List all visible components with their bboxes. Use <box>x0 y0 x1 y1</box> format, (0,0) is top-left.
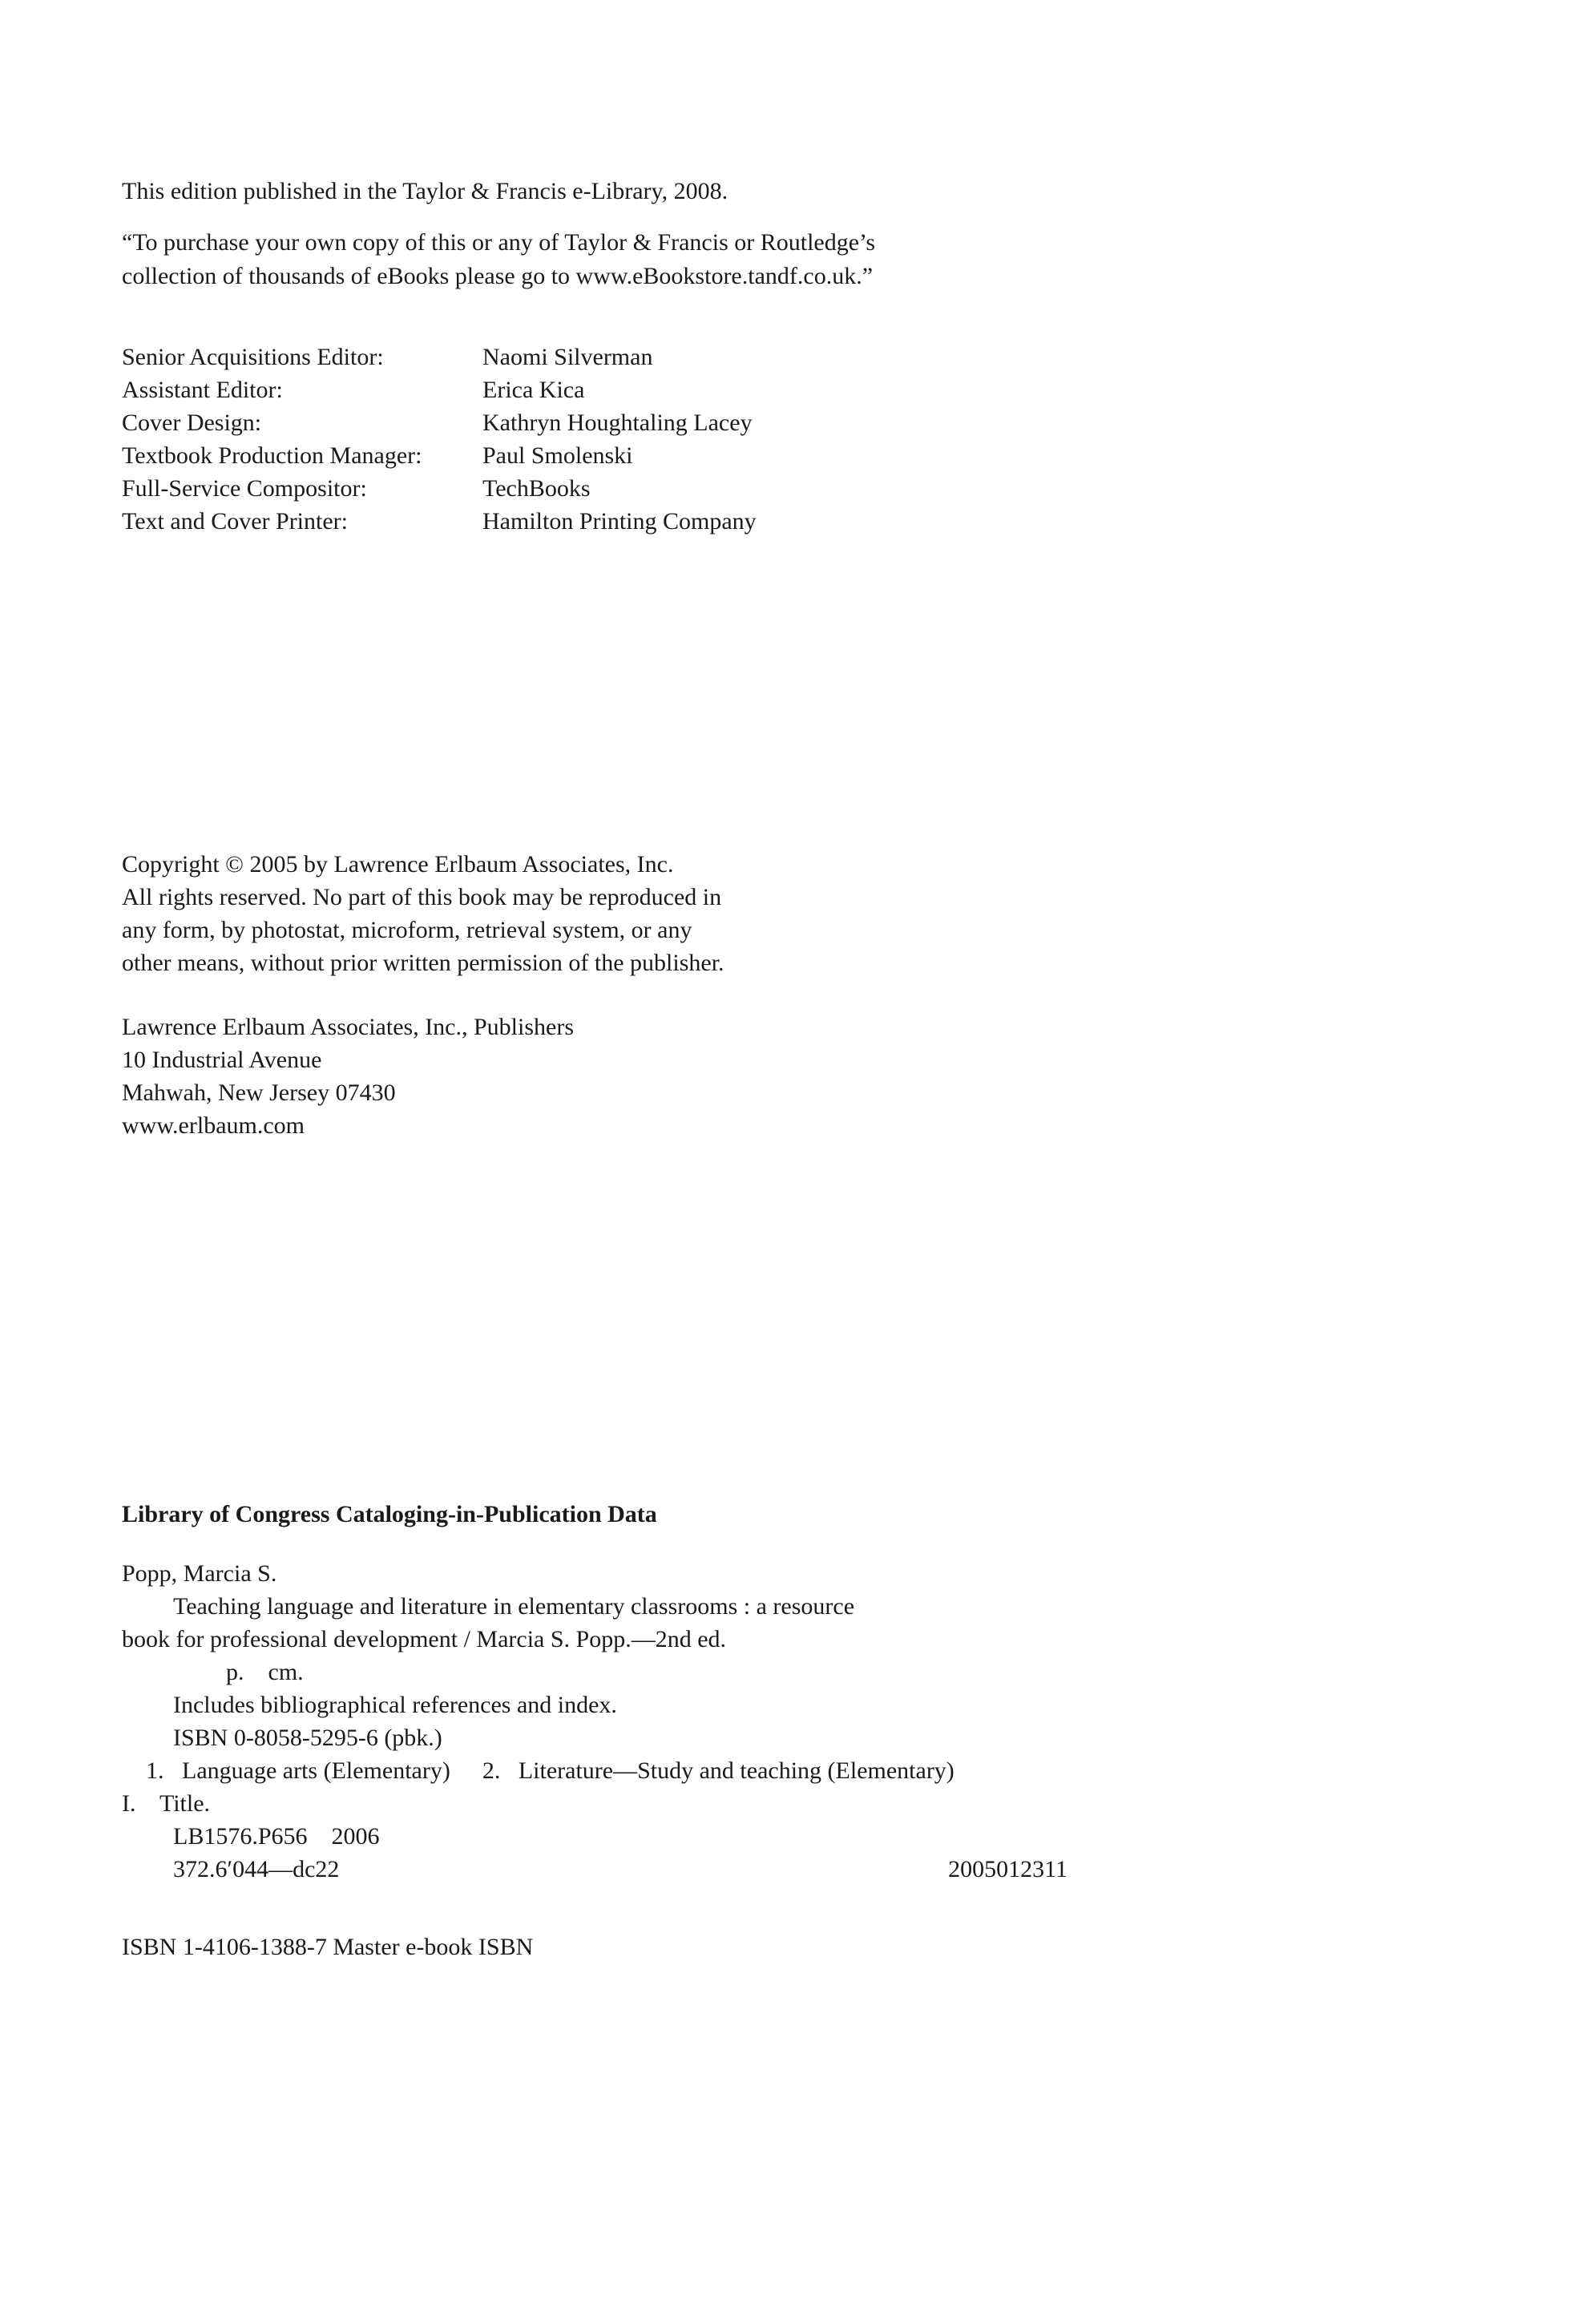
cip-dewey: 372.6′044—dc22 <box>173 1856 340 1882</box>
cip-subject-2: 2. Literature—Study and teaching (Elementary) <box>482 1757 954 1784</box>
purchase-notice-line-2: collection of thousands of eBooks please go to www.eBookstore.tandf.co.uk.” <box>122 263 874 289</box>
cip-data <box>122 1498 1067 1886</box>
credit-role: Senior Acquisitions Editor: <box>122 344 384 370</box>
credit-row <box>122 341 757 373</box>
credit-name: Hamilton Printing Company <box>482 508 757 535</box>
credit-row <box>122 373 757 406</box>
credit-role: Cover Design: <box>122 410 262 436</box>
edition-published: This edition published in the Taylor & Francis e-Library, 2008. <box>122 178 728 204</box>
publisher-city: Mahwah, New Jersey 07430 <box>122 1079 396 1106</box>
credit-role: Textbook Production Manager: <box>122 442 422 469</box>
copyright-line: All rights reserved. No part of this book may be reproduced in <box>122 884 722 910</box>
cip-subject-1: 1. Language arts (Elementary) <box>146 1757 450 1784</box>
cip-isbn: ISBN 0-8058-5295-6 (pbk.) <box>173 1725 442 1751</box>
cip-lccn: 2005012311 <box>948 1856 1067 1882</box>
cip-title-line-1: Teaching language and literature in elementary classrooms : a resource <box>173 1593 855 1620</box>
credit-name: Erica Kica <box>482 377 585 403</box>
cip-title-line-2: book for professional development / Marcia S. Popp.—2nd ed. <box>122 1626 727 1652</box>
ebook-isbn: ISBN 1-4106-1388-7 Master e-book ISBN <box>122 1934 534 1960</box>
publisher-address <box>122 1011 574 1142</box>
credit-row <box>122 406 757 439</box>
copyright-notice <box>122 848 724 979</box>
credit-name: Naomi Silverman <box>482 344 653 370</box>
ebook-isbn-block <box>122 1931 533 1964</box>
cip-heading: Library of Congress Cataloging-in-Publication Data <box>122 1501 657 1527</box>
credit-row <box>122 439 757 472</box>
credit-role: Full-Service Compositor: <box>122 475 367 502</box>
cip-subjects <box>122 1754 1067 1787</box>
cip-lc-class: LB1576.P656 2006 <box>173 1823 380 1850</box>
edition-notice <box>122 175 875 293</box>
publisher-website: www.erlbaum.com <box>122 1112 305 1139</box>
copyright-line: Copyright © 2005 by Lawrence Erlbaum Associates, Inc. <box>122 851 674 878</box>
cip-author: Popp, Marcia S. <box>122 1560 277 1587</box>
cip-bibliography: Includes bibliographical references and index. <box>173 1692 617 1718</box>
credit-row <box>122 472 757 505</box>
publisher-name: Lawrence Erlbaum Associates, Inc., Publishers <box>122 1014 575 1040</box>
credit-role: Text and Cover Printer: <box>122 508 348 535</box>
cip-title-entry: I. Title. <box>122 1790 211 1817</box>
credit-name: Paul Smolenski <box>482 442 633 469</box>
production-credits <box>122 341 757 538</box>
publisher-street: 10 Industrial Avenue <box>122 1047 322 1073</box>
copyright-line: other means, without prior written permission of the publisher. <box>122 950 724 976</box>
credit-name: TechBooks <box>482 475 591 502</box>
credit-name: Kathryn Houghtaling Lacey <box>482 410 753 436</box>
purchase-notice-line-1: “To purchase your own copy of this or any of Taylor & Francis or Routledge’s <box>122 229 876 256</box>
copyright-line: any form, by photostat, microform, retrieval system, or any <box>122 917 692 943</box>
cip-pagination: p. cm. <box>226 1659 304 1685</box>
credit-row <box>122 505 757 538</box>
cip-class-row <box>122 1853 1067 1886</box>
credit-role: Assistant Editor: <box>122 377 283 403</box>
